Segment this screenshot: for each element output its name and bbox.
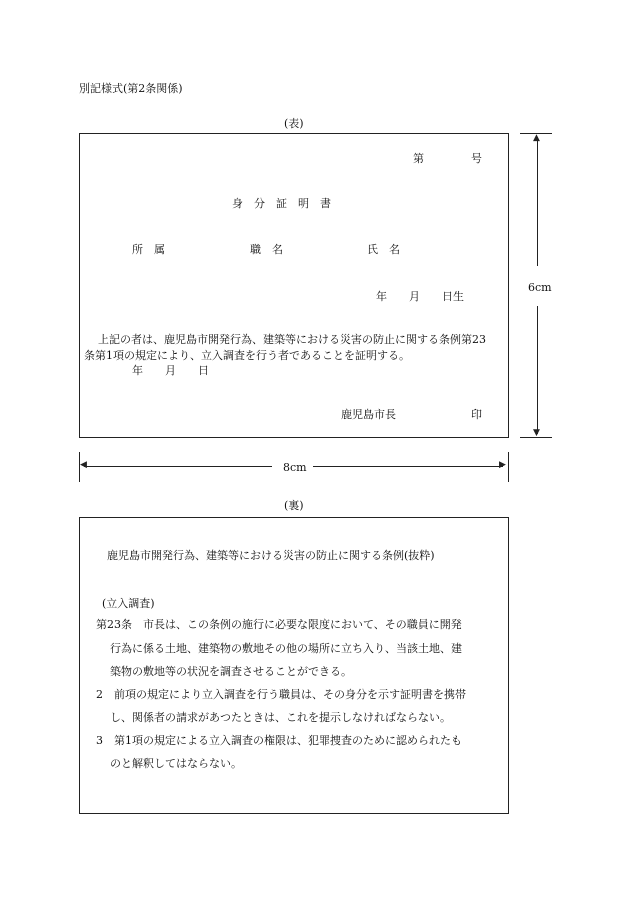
article-line-3: 築物の敷地等の状況を調査させることができる。 (110, 665, 352, 678)
form-label: 別記様式(第2条関係) (79, 82, 183, 95)
width-label: 8cm (283, 461, 307, 474)
affiliation-label: 所 属 (132, 243, 165, 256)
article-line-1: 第23条 市長は、この条例の施行に必要な限度において、その職員に開発 (96, 618, 462, 631)
issue-date: 年 月 日 (132, 364, 209, 377)
height-line-lower (537, 306, 538, 434)
arrow-up-icon: ▲ (533, 133, 540, 143)
height-label: 6cm (528, 281, 552, 294)
issuer: 鹿児島市長 (341, 408, 396, 421)
ordinance-title: 鹿児島市開発行為、建築等における災害の防止に関する条例(抜粋) (107, 549, 435, 562)
arrow-right-icon: ▶ (499, 460, 506, 470)
name-label: 氏 名 (367, 243, 400, 256)
paragraph-2-line-1: 2 前項の規定により立入調査を行う職員は、その身分を示す証明書を携帯 (96, 688, 466, 701)
back-label: (裏) (284, 499, 304, 512)
width-tick-right (508, 452, 509, 482)
width-line-left (84, 466, 272, 467)
front-card (79, 133, 509, 438)
number-suffix: 号 (471, 152, 482, 165)
arrow-down-icon: ▼ (533, 428, 540, 438)
seal-mark: 印 (471, 408, 482, 421)
certification-line-1: 上記の者は、鹿児島市開発行為、建築等における災害の防止に関する条例第23 (98, 333, 486, 346)
width-line-right (313, 466, 503, 467)
paragraph-3-line-1: 3 第1項の規定による立入調査の権限は、犯罪捜査のために認められたも (96, 734, 462, 747)
birth-date: 年 月 日生 (376, 290, 464, 303)
front-label: (表) (284, 117, 304, 130)
height-line-upper (537, 137, 538, 266)
back-card (79, 517, 509, 814)
number-prefix: 第 (413, 152, 424, 165)
arrow-left-icon: ◀ (80, 460, 87, 470)
paragraph-3-line-2: のと解釈してはならない。 (110, 757, 242, 770)
certification-line-2: 条第1項の規定により、立入調査を行う者であることを証明する。 (84, 349, 410, 362)
section-heading: (立入調査) (102, 597, 155, 610)
paragraph-2-line-2: し、関係者の請求があつたときは、これを提示しなければならない。 (110, 711, 451, 724)
card-title: 身 分 証 明 書 (232, 197, 331, 210)
position-label: 職 名 (250, 243, 283, 256)
article-line-2: 行為に係る土地、建築物の敷地その他の場所に立ち入り、当該土地、建 (110, 642, 462, 655)
